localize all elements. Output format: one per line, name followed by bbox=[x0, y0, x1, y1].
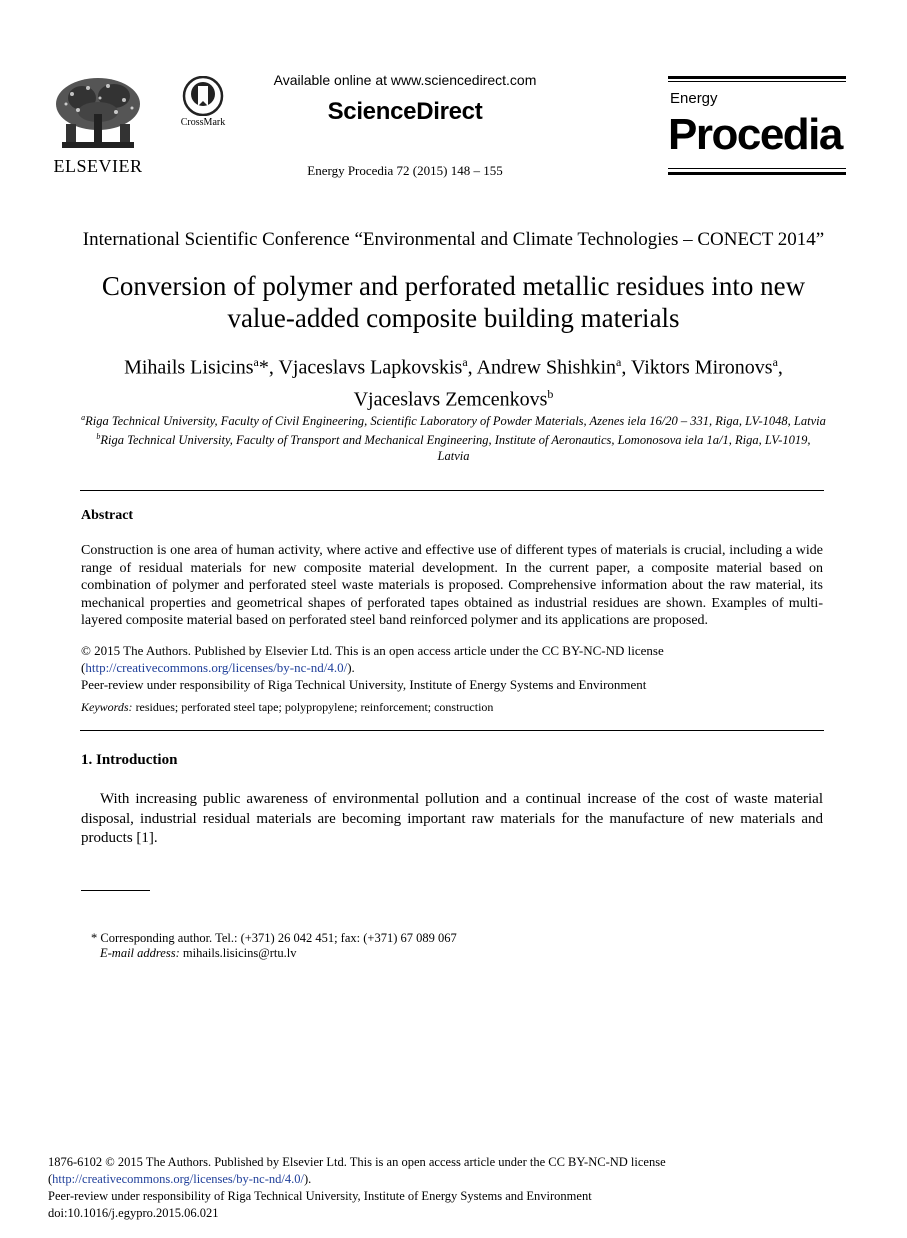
footnote bbox=[91, 931, 791, 961]
abstract-top-rule bbox=[80, 490, 824, 491]
energy-procedia-logo bbox=[668, 76, 846, 176]
author-name: Andrew Shishkin bbox=[476, 356, 617, 379]
author-affil-sup: a bbox=[462, 355, 468, 369]
abstract-bottom-rule bbox=[80, 730, 824, 731]
email-label: E-mail address: bbox=[100, 946, 180, 960]
license-url-line bbox=[81, 659, 823, 676]
affiliation-text: Riga Technical University, Faculty of Civil Engineering, Scientific Laboratory of Powder Materials, Azenes iela 16/20 – 331, Riga, LV-1048, Latvia bbox=[85, 414, 826, 429]
crossmark-logo[interactable] bbox=[170, 74, 236, 134]
peer-review-line: Peer-review under responsibility of Riga Technical University, Institute of Energy Systems and Environment bbox=[81, 677, 647, 692]
author-name: Mihails Lisicins bbox=[124, 356, 254, 379]
paren-close: ). bbox=[347, 660, 355, 675]
affiliation-sup: b bbox=[96, 432, 101, 442]
article-title bbox=[60, 270, 847, 334]
title-line-1: Conversion of polymer and perforated metallic residues into new bbox=[101, 271, 806, 301]
author-name: Viktors Mironovs bbox=[631, 356, 773, 379]
footer-doi[interactable]: doi:10.1016/j.egypro.2015.06.021 bbox=[48, 1206, 219, 1220]
journal-logo-energy: Energy bbox=[670, 90, 718, 107]
sciencedirect-brand[interactable]: ScienceDirect bbox=[327, 98, 483, 125]
corresponding-author-line: * Corresponding author. Tel.: (+371) 26 042 451; fax: (+371) 67 089 067 bbox=[91, 931, 457, 945]
authors-line-2 bbox=[60, 381, 847, 413]
logo-rule-top bbox=[668, 76, 846, 79]
affiliation-sup: a bbox=[81, 413, 86, 422]
section-heading-introduction: 1. Introduction bbox=[81, 752, 178, 768]
author-separator: , bbox=[621, 356, 631, 379]
copyright-line: © 2015 The Authors. Published by Elsevier Ltd. This is an open access article under the CC BY-NC-ND license bbox=[81, 643, 664, 658]
abstract-body: Construction is one area of human activity, where active and effective use of different types of materials is crucial, including a wide range of residual materials for new composite material development. In the current paper, a composite material based on combination of polymer and perforated steel waste materials is proposed. Comprehensive information about the raw material, its mechanical properties and geometrical shapes of perforated tapes obtained as industrial residues are shown. Examples of multi-layered composite material based on perforated steel band reinforced polymer and its applications are proposed. bbox=[81, 543, 823, 628]
paren-open: ( bbox=[81, 660, 86, 675]
footnote-rule bbox=[81, 890, 150, 891]
affiliation-b bbox=[80, 429, 827, 464]
logo-rule-bottom bbox=[668, 172, 846, 175]
author-separator: , bbox=[777, 356, 783, 379]
author-name: Vjaceslavs Lapkovskis bbox=[278, 356, 463, 379]
available-online-text[interactable]: Available online at www.sciencedirect.com bbox=[273, 72, 537, 88]
keywords-label: Keywords: bbox=[81, 700, 133, 714]
author-affil-sup: a bbox=[253, 355, 259, 369]
footer-issn-line: 1876-6102 © 2015 The Authors. Published by Elsevier Ltd. This is an open access article under the CC BY-NC-ND license bbox=[48, 1155, 666, 1169]
elsevier-tree-icon bbox=[52, 74, 144, 152]
journal-logo-procedia: Procedia bbox=[668, 110, 842, 159]
email-address[interactable]: mihails.lisicins@rtu.lv bbox=[179, 946, 297, 960]
logo-rule-bottom-thin bbox=[668, 168, 846, 169]
title-line-2: value-added composite building materials bbox=[227, 303, 680, 333]
logo-rule-top-thin bbox=[668, 81, 846, 82]
affiliations bbox=[80, 410, 827, 464]
conference-name: International Scientific Conference “Environmental and Climate Technologies – CONECT 2014” bbox=[82, 229, 825, 250]
paren-open: ( bbox=[48, 1172, 53, 1186]
crossmark-icon bbox=[182, 76, 224, 116]
email-line bbox=[91, 946, 791, 961]
elsevier-wordmark: ELSEVIER bbox=[53, 156, 143, 176]
license-link[interactable]: http://creativecommons.org/licenses/by-nc-nd/4.0/ bbox=[85, 660, 348, 675]
page-footer bbox=[48, 1154, 868, 1222]
corresponding-mark: * bbox=[258, 356, 269, 379]
keywords bbox=[81, 700, 823, 715]
footer-license-link[interactable]: http://creativecommons.org/licenses/by-nc-nd/4.0/ bbox=[52, 1172, 304, 1186]
author-affil-sup: a bbox=[616, 355, 622, 369]
abstract-heading: Abstract bbox=[81, 508, 134, 523]
paren-close: ). bbox=[303, 1172, 312, 1186]
author-name: Vjaceslavs Zemcenkovs bbox=[353, 388, 548, 411]
crossmark-label: CrossMark bbox=[180, 117, 226, 128]
author-list bbox=[60, 349, 847, 412]
journal-reference: Energy Procedia 72 (2015) 148 – 155 bbox=[307, 163, 503, 178]
authors-line-1 bbox=[60, 349, 847, 381]
author-separator: , bbox=[467, 356, 477, 379]
footer-license-line bbox=[48, 1171, 868, 1188]
introduction-paragraph: With increasing public awareness of environmental pollution and a continual increase of the cost of waste material disposal, industrial residual materials are becoming important raw materials for the manufacture of new materials and products [1]. bbox=[81, 791, 823, 846]
author-affil-sup: b bbox=[547, 386, 554, 401]
affiliation-a bbox=[80, 410, 827, 429]
footer-peer-review: Peer-review under responsibility of Riga Technical University, Institute of Energy Systems and Environment bbox=[48, 1189, 592, 1203]
elsevier-logo bbox=[50, 74, 146, 176]
author-separator: , bbox=[268, 356, 279, 379]
affiliation-text: Riga Technical University, Faculty of Transport and Mechanical Engineering, Institute of Aeronautics, Lomonosova iela 1a/1, Riga, LV-1019, Latvia bbox=[100, 433, 811, 464]
author-affil-sup: a bbox=[772, 355, 778, 369]
license-block bbox=[81, 642, 823, 693]
keywords-list: residues; perforated steel tape; polypropylene; reinforcement; construction bbox=[132, 700, 494, 714]
